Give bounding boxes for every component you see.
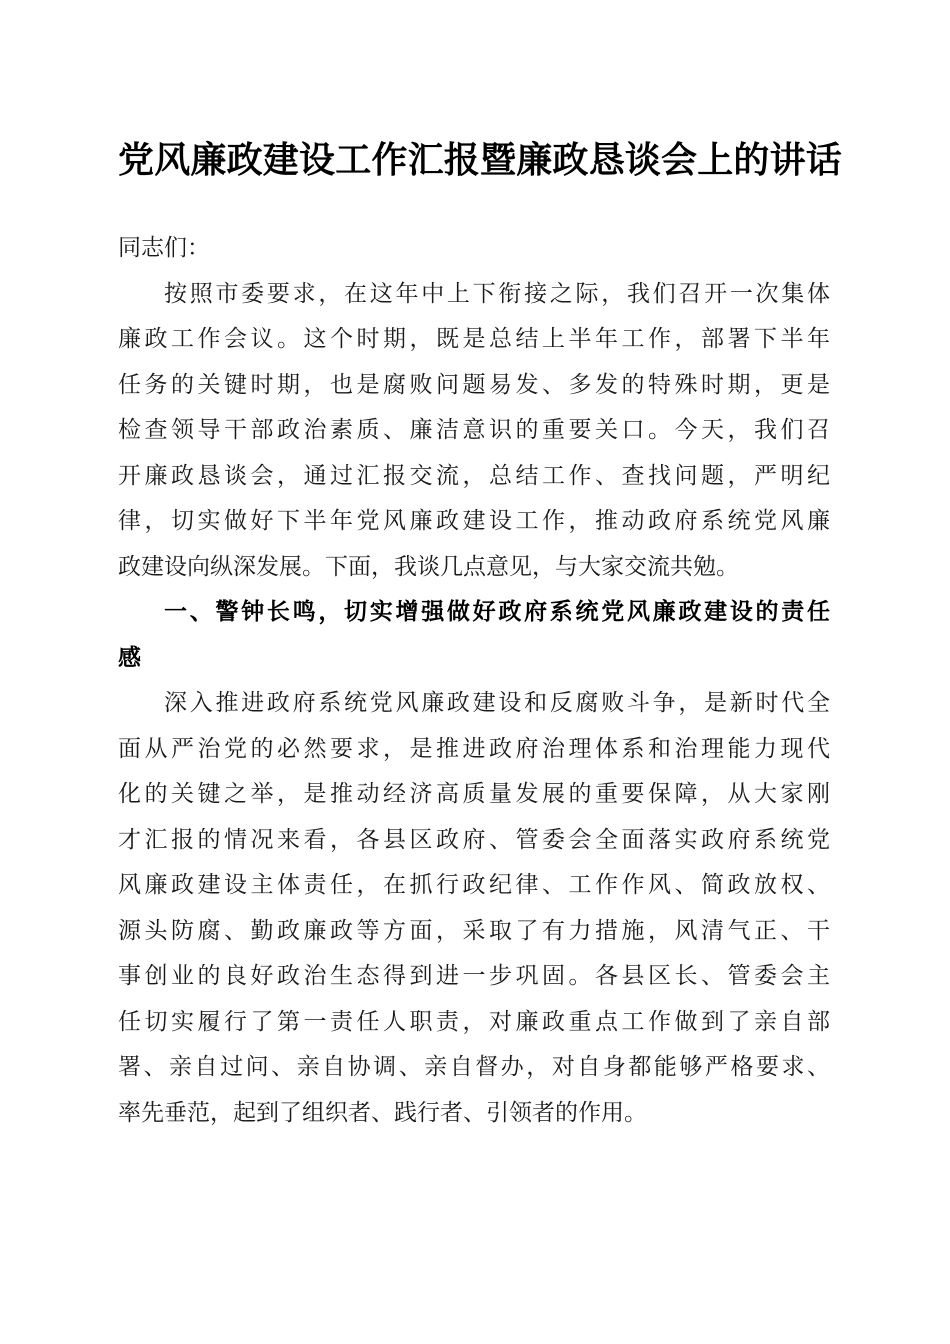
paragraph-line: 任务的关键时期，也是腐败问题易发、多发的特殊时期，更是 xyxy=(118,371,830,398)
salutation-line: 同志们： xyxy=(118,235,210,261)
paragraph-line: 风廉政建设主体责任，在抓行政纪律、工作作风、简政放权、 xyxy=(118,872,830,898)
paragraph-line: 任切实履行了第一责任人职责，对廉政重点工作做到了亲自部 xyxy=(118,1008,830,1035)
section-heading-1 xyxy=(118,590,830,681)
paragraph-line: 率先垂范，起到了组织者、践行者、引领者的作用。 xyxy=(118,1099,647,1126)
paragraph-line: 政建设向纵深发展。下面，我谈几点意见，与大家交流共勉。 xyxy=(118,553,739,580)
paragraph-line: 署、亲自过问、亲自协调、亲自督办，对自身都能够严格要求、 xyxy=(118,1054,830,1080)
paragraph-line: 才汇报的情况来看，各县区政府、管委会全面落实政府系统党 xyxy=(118,826,830,853)
heading-line: 感 xyxy=(118,644,141,671)
paragraph-line: 检查领导干部政治素质、廉洁意识的重要关口。今天，我们召 xyxy=(118,417,830,443)
heading-line: 一、警钟长鸣，切实增强做好政府系统党风廉政建设的责任 xyxy=(164,599,830,625)
paragraph-line: 面从严治党的必然要求，是推进政府治理体系和治理能力现代 xyxy=(118,735,830,762)
paragraph-line: 律，切实做好下半年党风廉政建设工作，推动政府系统党风廉 xyxy=(118,508,830,534)
paragraph-line: 按照市委要求，在这年中上下衔接之际，我们召开一次集体 xyxy=(164,280,830,307)
paragraph-line: 开廉政恳谈会，通过汇报交流，总结工作、查找问题，严明纪 xyxy=(118,462,830,489)
paragraph-1 xyxy=(118,272,830,591)
paragraph-line: 事创业的良好政治生态得到进一步巩固。各县区长、管委会主 xyxy=(118,963,830,989)
paragraph-line: 源头防腐、勤政廉政等方面，采取了有力措施，风清气正、干 xyxy=(118,917,830,944)
salutation xyxy=(118,226,830,272)
paragraph-line: 深入推进政府系统党风廉政建设和反腐败斗争，是新时代全 xyxy=(164,690,830,716)
paragraph-2 xyxy=(118,681,830,1136)
paragraph-line: 化的关键之举，是推动经济高质量发展的重要保障，从大家刚 xyxy=(118,781,830,807)
document-body xyxy=(118,226,830,1136)
paragraph-line: 廉政工作会议。这个时期，既是总结上半年工作，部署下半年 xyxy=(118,326,830,352)
document-title: 党风廉政建设工作汇报暨廉政恳谈会上的讲话 xyxy=(118,139,843,181)
